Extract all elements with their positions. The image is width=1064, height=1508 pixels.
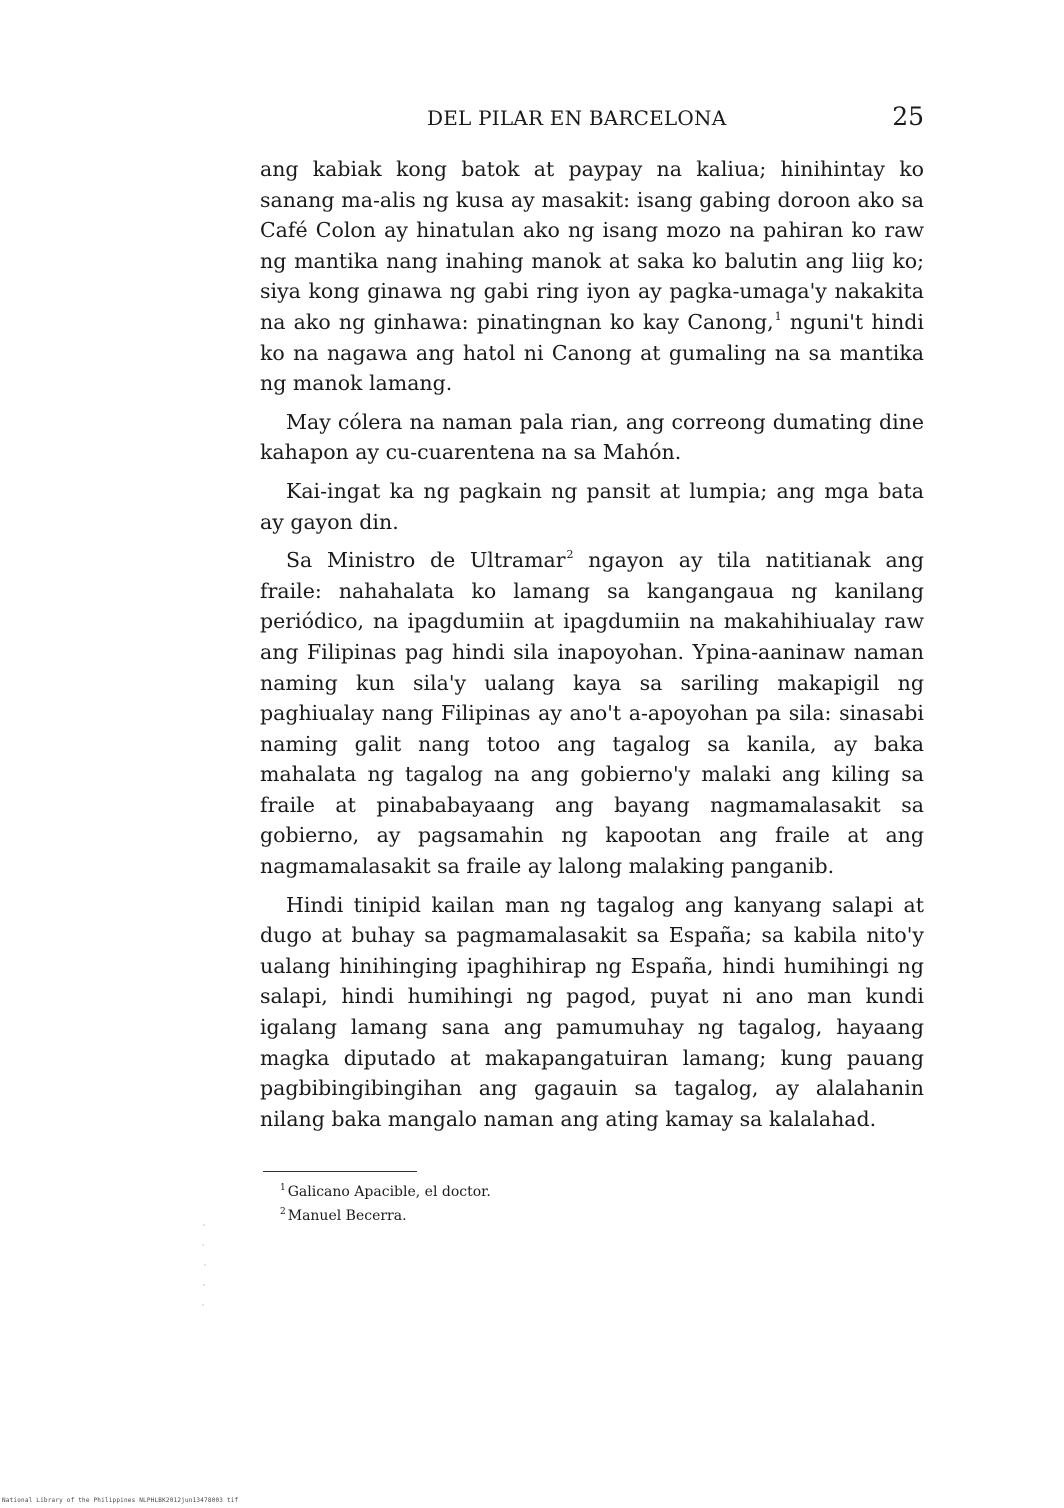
paragraph-4-text-a: Sa Ministro de Ultramar	[286, 548, 566, 573]
paragraph-4-text-b: ngayon ay tila natitianak ang fraile: nahahalata ko lamang sa kangangaua ng kanilang periódico, na ipagdumiin at ipagdumiin na makahihiualay raw ang Filipinas pag hindi sila inapoyohan. Ypina-aaninaw naman naming kun sila'y ualang kaya sa sariling makapigil ng paghiualay nang Filipinas ay ano't a-apoyohan pa sila: sinasabi naming galit nang totoo ang tagalog sa kanila, ay baka mahalata ng tagalog na ang gobierno'y malaki ang kiling sa fraile at pinababayaang ang bayang nagmamalasakit sa gobierno, ay pagsamahin ng kapootan ang fraile at ang nagmamalasakit sa fraile ay lalong malaking panganib.	[260, 548, 924, 879]
footnote-1-text: Galicano Apacible, el doctor.	[287, 1184, 491, 1200]
page-number: 25	[892, 102, 924, 131]
paragraph-5: Hindi tinipid kailan man ng tagalog ang kanyang salapi at dugo at buhay sa pagmamalasakit sa España; sa kabila nito'y ualang hinihinging ipaghihirap ng España, hindi humihingi ng salapi, hindi humihingi ng pagod, puyat ni ano man kundi igalang lamang sana ang pamumuhay ng tagalog, hayaang magka diputado at makapangatuiran lamang; kung pauang pagbibingibingihan ang gagauin sa tagalog, ay alalahanin nilang baka mangalo naman ang ating kamay sa kalalahad.	[260, 892, 924, 1131]
footnote-1-mark: 1	[280, 1183, 286, 1193]
body-text	[260, 154, 924, 1142]
footnote-ref-1: 1	[774, 309, 782, 323]
paragraph-1	[260, 154, 924, 399]
running-title: DEL PILAR EN BARCELONA	[427, 106, 727, 130]
running-head	[262, 102, 924, 134]
footnote-1	[262, 1180, 762, 1204]
footnote-2-mark: 2	[280, 1207, 286, 1217]
footnotes	[262, 1180, 762, 1228]
footnote-rule	[263, 1171, 417, 1172]
footnote-ref-2: 2	[566, 548, 574, 562]
paragraph-3: Kai-ingat ka ng pagkain ng pansit at lumpia; ang mga bata ay gayon din.	[260, 478, 924, 534]
paragraph-1-text-a: ang kabiak kong batok at paypay na kaliua; hinihintay ko sanang ma-alis ng kusa ay masakit: isang gabing doroon ako sa Café Colon ay hinatulan ako ng isang mozo na pahiran ko raw ng mantika nang inahing manok at saka ko balutin ang liig ko; siya kong ginawa ng gabi ring iyon ay pagka-umaga'y nakakita na ako ng ginhawa: pinatingnan ko kay Canong,	[260, 157, 924, 334]
scan-speckle	[195, 1220, 213, 1320]
scan-label: National Library of the Philippines NLPHLBK2012jun13478003 tif	[2, 1497, 239, 1504]
paragraph-1-text-b: nguni't hindi ko na nagawa ang hatol ni Canong at gumaling na sa mantika ng manok lamang.	[260, 309, 924, 396]
footnote-2-text: Manuel Becerra.	[287, 1208, 407, 1224]
paragraph-2: May cólera na naman pala rian, ang correong dumating dine kahapon ay cu-cuarentena na sa Mahón.	[260, 409, 924, 465]
paragraph-4	[260, 545, 924, 882]
footnote-2	[262, 1204, 762, 1228]
